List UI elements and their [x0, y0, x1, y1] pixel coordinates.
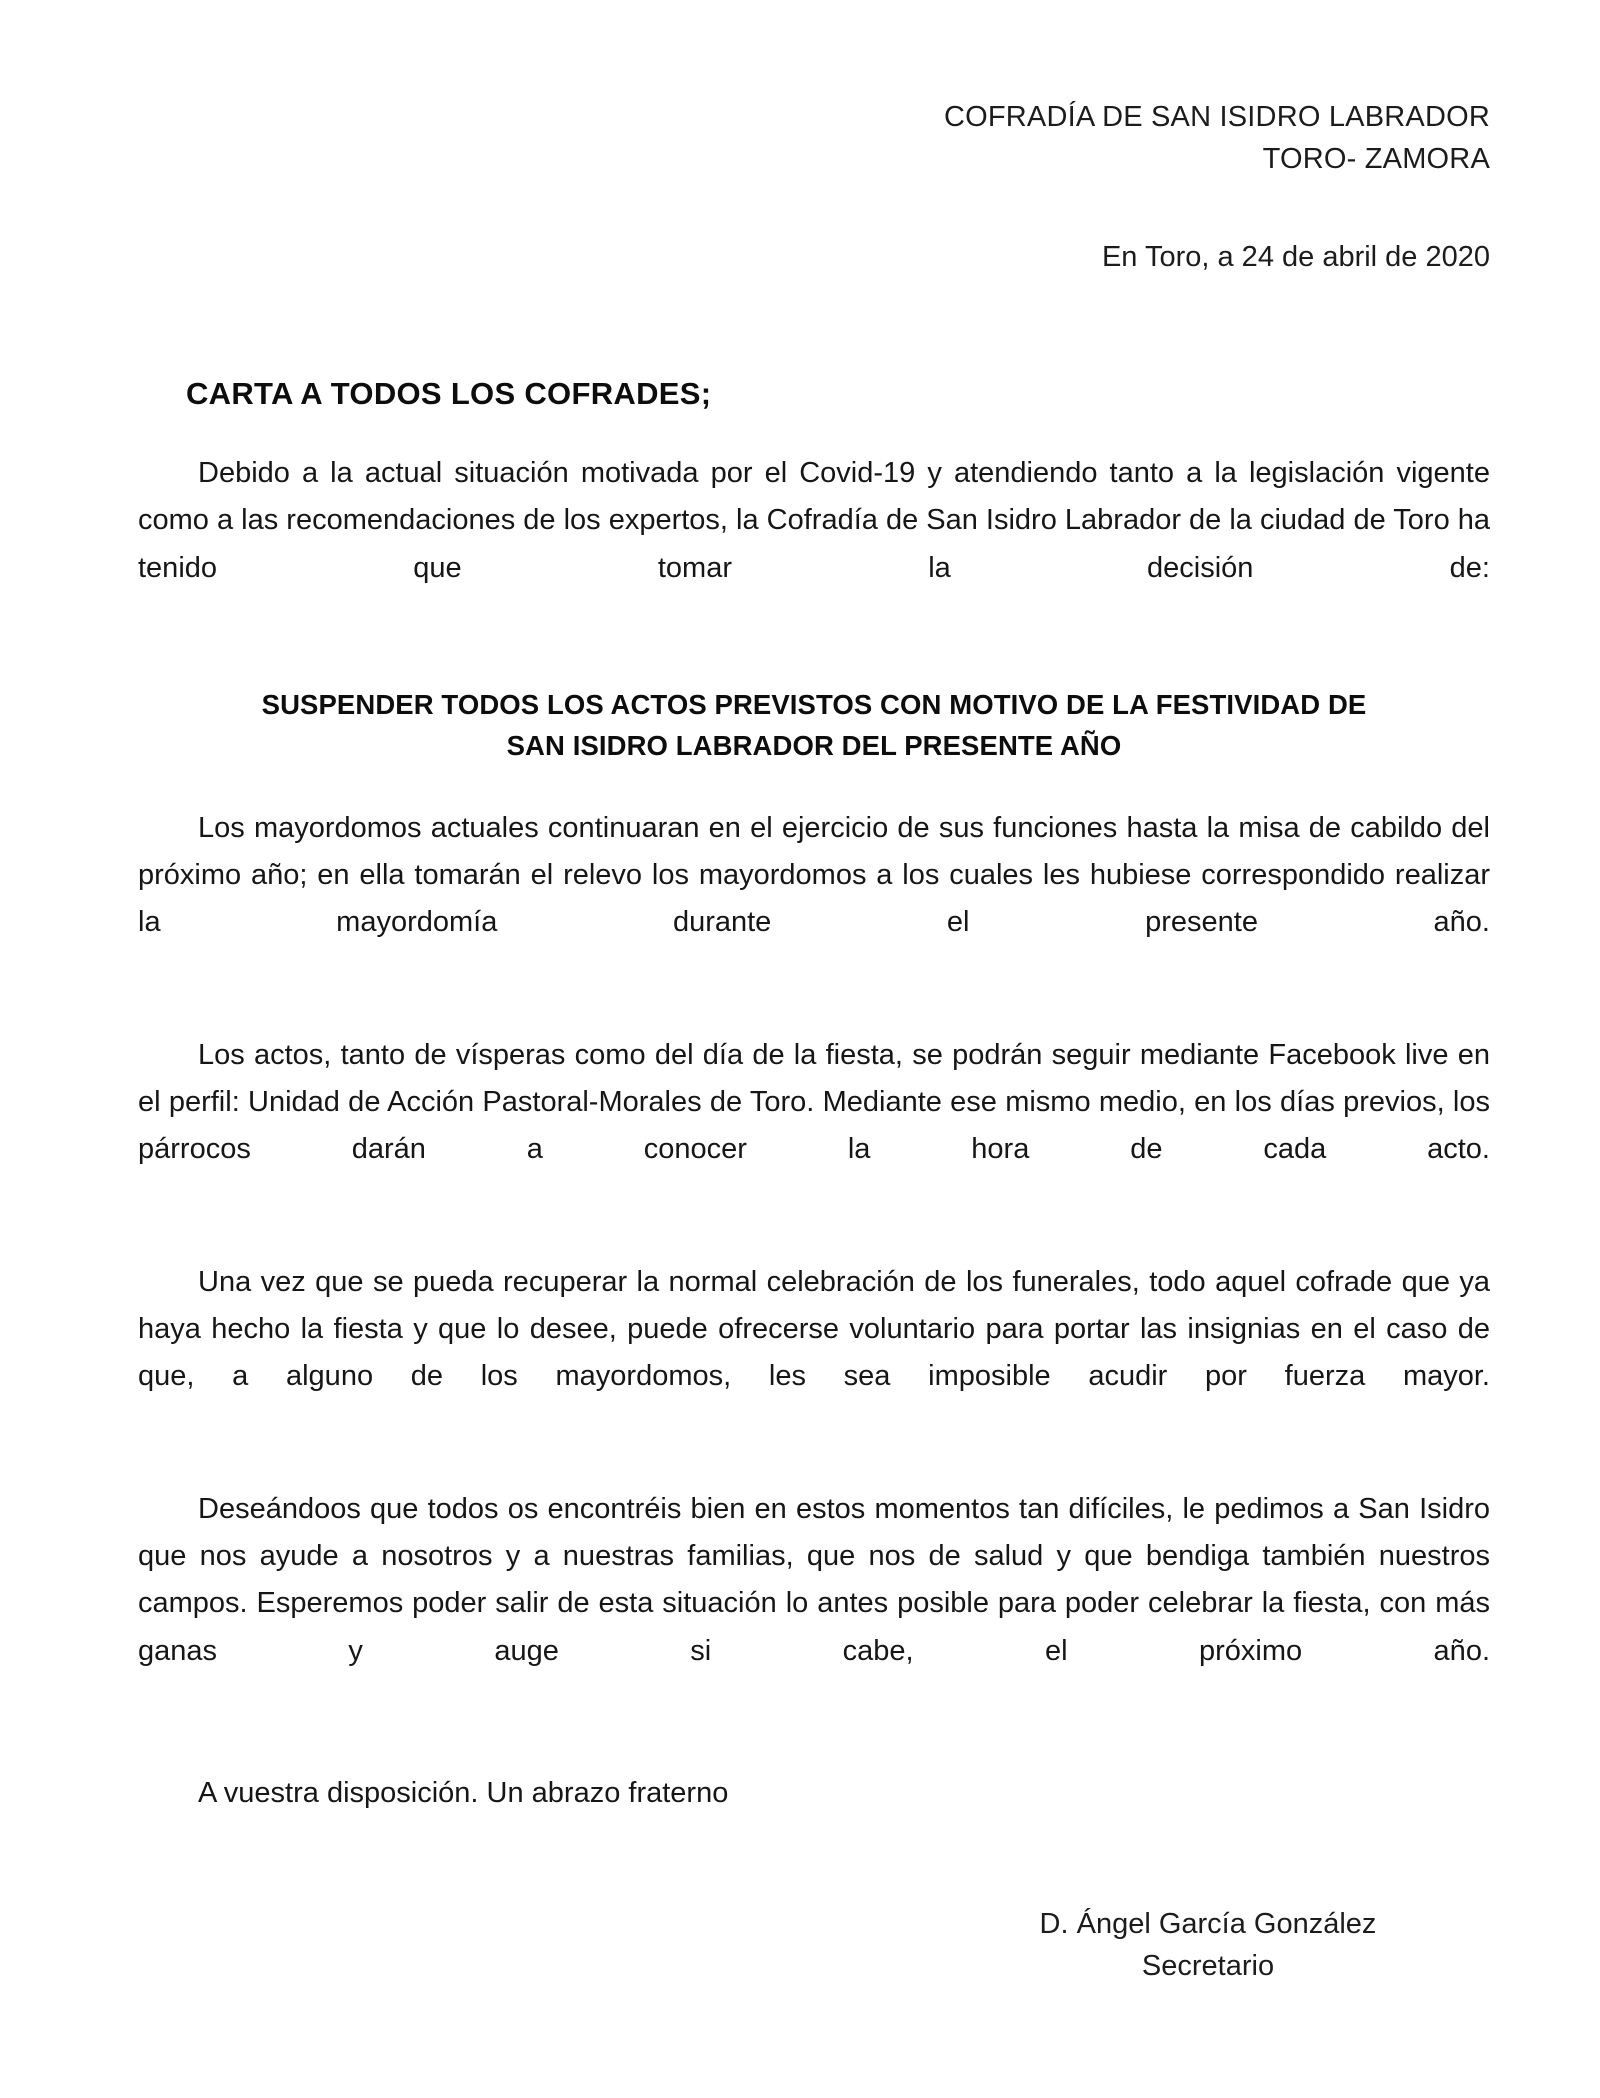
signature-role: Secretario	[1141, 1950, 1275, 1983]
page-title: CARTA A TODOS LOS COFRADES;	[186, 376, 712, 412]
signature-name: D. Ángel García González	[1039, 1908, 1377, 1941]
declaration-line-2: SAN ISIDRO LABRADOR DEL PRESENTE AÑO	[506, 729, 1122, 761]
paragraph-funerales: Una vez que se pueda recuperar la normal celebración de los funerales, todo aquel cofrade que ya haya hecho la fiesta y que lo desee, puede ofrecerse voluntario para portar las insignias en el caso de que, a alguno de los mayordomos, les sea imposible acudir por fuerza mayor.	[138, 1265, 1490, 1393]
signature-block	[948, 1903, 1468, 1987]
declaration-block	[138, 685, 1490, 766]
paragraph-actos: Los actos, tanto de vísperas como del día de la fiesta, se podrán seguir mediante Facebook live en el perfil: Unidad de Acción Pastoral-Morales de Toro. Mediante ese mismo medio, en los días previos, los párrocos darán a conocer la hora de cada acto.	[138, 1038, 1490, 1166]
paragraph-deseos: Deseándoos que todos os encontréis bien en estos momentos tan difíciles, le pedimos a San Isidro que nos ayude a nosotros y a nuestras familias, que nos de salud y que bendiga también nuestros campos. Esperemos poder salir de esta situación lo antes posible para poder celebrar la fiesta, con más ganas y auge si cabe, el próximo año.	[138, 1492, 1490, 1667]
declaration-line-1: SUSPENDER TODOS LOS ACTOS PREVISTOS CON MOTIVO DE LA FESTIVIDAD DE	[261, 689, 1367, 721]
letterhead-organization: COFRADÍA DE SAN ISIDRO LABRADOR	[943, 101, 1490, 133]
letterhead-location: TORO- ZAMORA	[1262, 143, 1490, 176]
letter-body	[138, 0, 1490, 1987]
paragraph-mayordomos: Los mayordomos actuales continuaran en el ejercicio de sus funciones hasta la misa de cabildo del próximo año; en ella tomarán el relevo los mayordomos a los cuales les hubiese correspondido realizar la mayordomía durante el presente año.	[138, 811, 1490, 939]
closing-line: A vuestra disposición. Un abrazo fraterno	[198, 1777, 729, 1810]
paragraph-intro: Debido a la actual situación motivada por el Covid-19 y atendiendo tanto a la legislación vigente como a las recomendaciones de los expertos, la Cofradía de San Isidro Labrador de la ciudad de Toro ha tenido que tomar la decisión de:	[138, 457, 1491, 584]
date-line: En Toro, a 24 de abril de 2020	[1101, 241, 1490, 274]
letterhead	[138, 0, 1490, 180]
